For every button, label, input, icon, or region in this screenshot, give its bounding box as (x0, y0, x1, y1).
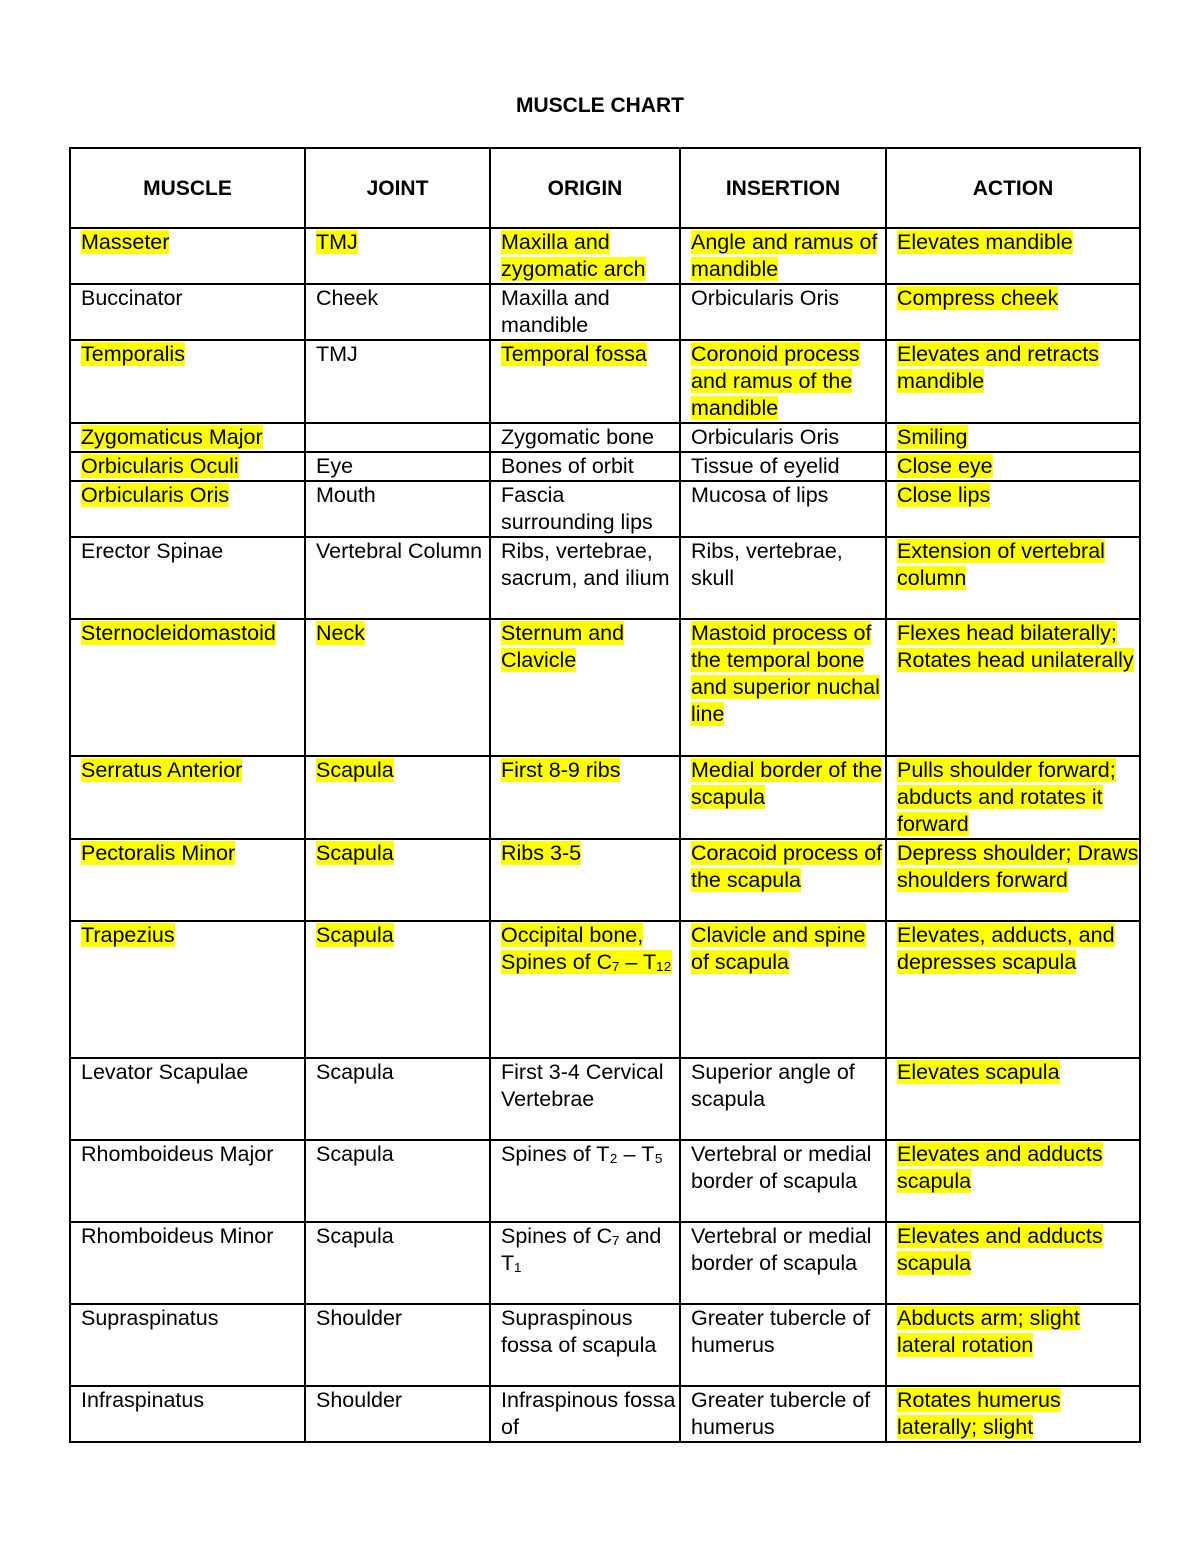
origin-cell (490, 619, 680, 756)
cell-text: Maxilla and zygomatic arch (501, 230, 646, 281)
action-cell (886, 1304, 1140, 1386)
cell-text: Infraspinatus (81, 1388, 205, 1412)
column-header-joint: JOINT (305, 148, 490, 228)
cell-text: Greater tubercle of humerus (691, 1388, 871, 1439)
cell-text: Greater tubercle of humerus (691, 1306, 871, 1357)
column-header-origin: ORIGIN (490, 148, 680, 228)
cell-text: Temporal fossa (501, 342, 647, 366)
cell-text: Sternum and Clavicle (501, 621, 625, 672)
muscle-cell (70, 619, 305, 756)
joint-cell (305, 537, 490, 619)
origin-cell (490, 1058, 680, 1140)
cell-text: Tissue of eyelid (691, 454, 840, 478)
table-row (70, 537, 1140, 619)
cell-text: Scapula (316, 758, 394, 782)
cell-text: Compress cheek (897, 286, 1059, 310)
joint-cell (305, 1222, 490, 1304)
origin-cell (490, 1140, 680, 1222)
cell-text: Masseter (81, 230, 170, 254)
muscle-table (69, 147, 1141, 1443)
muscle-cell (70, 1304, 305, 1386)
origin-cell (490, 921, 680, 1058)
insertion-cell (680, 1222, 886, 1304)
joint-cell (305, 1058, 490, 1140)
cell-text: Serratus Anterior (81, 758, 243, 782)
table-row (70, 284, 1140, 340)
cell-text: Pulls shoulder forward; abducts and rotates it forward (897, 758, 1116, 836)
action-cell (886, 619, 1140, 756)
action-cell (886, 839, 1140, 921)
cell-text: Elevates and retracts mandible (897, 342, 1099, 393)
cell-text: Elevates and adducts scapula (897, 1224, 1103, 1275)
table-header-row (70, 148, 1140, 228)
joint-cell (305, 756, 490, 839)
joint-cell (305, 284, 490, 340)
joint-cell (305, 1386, 490, 1442)
table-row (70, 839, 1140, 921)
joint-cell (305, 423, 490, 452)
cell-text: TMJ (316, 342, 358, 366)
cell-text: Occipital bone, Spines of C₇ – T₁₂ (501, 923, 672, 974)
cell-text: Ribs, vertebrae, skull (691, 539, 843, 590)
joint-cell (305, 619, 490, 756)
table-row (70, 1140, 1140, 1222)
cell-text: Cheek (316, 286, 379, 310)
cell-text: Supraspinous fossa of scapula (501, 1306, 657, 1357)
cell-text: Orbicularis Oris (691, 286, 840, 310)
muscle-cell (70, 1058, 305, 1140)
cell-text: Orbicularis Oris (81, 483, 230, 507)
cell-text: Zygomatic bone (501, 425, 654, 449)
table-row (70, 1386, 1140, 1442)
cell-text: First 8-9 ribs (501, 758, 621, 782)
joint-cell (305, 481, 490, 537)
table-row (70, 1058, 1140, 1140)
cell-text: Angle and ramus of mandible (691, 230, 878, 281)
insertion-cell (680, 1386, 886, 1442)
cell-text: Vertebral or medial border of scapula (691, 1224, 872, 1275)
cell-text: Spines of C₇ and T₁ (501, 1224, 662, 1275)
table-body (70, 228, 1140, 1442)
insertion-cell (680, 228, 886, 284)
muscle-cell (70, 537, 305, 619)
joint-cell (305, 228, 490, 284)
cell-text: Fascia surrounding lips (501, 483, 653, 534)
joint-cell (305, 921, 490, 1058)
cell-text: Supraspinatus (81, 1306, 219, 1330)
cell-text: Smiling (897, 425, 968, 449)
cell-text: Coronoid process and ramus of the mandible (691, 342, 860, 420)
cell-text: Erector Spinae (81, 539, 224, 563)
cell-text: Neck (316, 621, 365, 645)
page-title: MUSCLE CHART (516, 94, 684, 117)
cell-text: Maxilla and mandible (501, 286, 610, 337)
table-row (70, 340, 1140, 423)
origin-cell (490, 228, 680, 284)
cell-text: Temporalis (81, 342, 185, 366)
joint-cell (305, 452, 490, 481)
action-cell (886, 284, 1140, 340)
cell-text: Scapula (316, 1060, 394, 1084)
cell-text: Elevates and adducts scapula (897, 1142, 1103, 1193)
insertion-cell (680, 921, 886, 1058)
column-header-insertion: INSERTION (680, 148, 886, 228)
cell-text: Scapula (316, 1142, 394, 1166)
cell-text: Elevates mandible (897, 230, 1073, 254)
cell-text: Medial border of the scapula (691, 758, 883, 809)
cell-text: Vertebral or medial border of scapula (691, 1142, 872, 1193)
muscle-cell (70, 921, 305, 1058)
insertion-cell (680, 537, 886, 619)
origin-cell (490, 1304, 680, 1386)
action-cell (886, 1058, 1140, 1140)
cell-text: Rotates humerus laterally; slight (897, 1388, 1061, 1439)
origin-cell (490, 423, 680, 452)
cell-text: Mastoid process of the temporal bone and superior nuchal line (691, 621, 880, 726)
action-cell (886, 1140, 1140, 1222)
cell-text: Infraspinous fossa of (501, 1388, 676, 1439)
cell-text: Rhomboideus Major (81, 1142, 274, 1166)
origin-cell (490, 537, 680, 619)
action-cell (886, 537, 1140, 619)
muscle-cell (70, 481, 305, 537)
cell-text: Bones of orbit (501, 454, 634, 478)
cell-text: Ribs 3-5 (501, 841, 582, 865)
cell-text: Mouth (316, 483, 376, 507)
action-cell (886, 423, 1140, 452)
column-header-action: ACTION (886, 148, 1140, 228)
insertion-cell (680, 619, 886, 756)
table-row (70, 481, 1140, 537)
table-row (70, 921, 1140, 1058)
cell-text: Mucosa of lips (691, 483, 829, 507)
cell-text: Abducts arm; slight lateral rotation (897, 1306, 1080, 1357)
muscle-cell (70, 284, 305, 340)
cell-text: Ribs, vertebrae, sacrum, and ilium (501, 539, 670, 590)
cell-text: Coracoid process of the scapula (691, 841, 883, 892)
cell-text: Sternocleidomastoid (81, 621, 276, 645)
cell-text: Elevates scapula (897, 1060, 1060, 1084)
action-cell (886, 1222, 1140, 1304)
cell-text: Extension of vertebral column (897, 539, 1105, 590)
action-cell (886, 340, 1140, 423)
cell-text: Close eye (897, 454, 993, 478)
cell-text: First 3-4 Cervical Vertebrae (501, 1060, 664, 1111)
table-row (70, 452, 1140, 481)
cell-text: Superior angle of scapula (691, 1060, 855, 1111)
insertion-cell (680, 284, 886, 340)
origin-cell (490, 1386, 680, 1442)
insertion-cell (680, 340, 886, 423)
insertion-cell (680, 423, 886, 452)
table-row (70, 1304, 1140, 1386)
insertion-cell (680, 481, 886, 537)
cell-text: Zygomaticus Major (81, 425, 263, 449)
action-cell (886, 756, 1140, 839)
cell-text: Scapula (316, 841, 394, 865)
cell-text: Orbicularis Oris (691, 425, 840, 449)
origin-cell (490, 839, 680, 921)
joint-cell (305, 340, 490, 423)
origin-cell (490, 340, 680, 423)
insertion-cell (680, 756, 886, 839)
cell-text: Vertebral Column (316, 539, 483, 563)
cell-text: Rhomboideus Minor (81, 1224, 274, 1248)
muscle-cell (70, 839, 305, 921)
muscle-cell (70, 228, 305, 284)
cell-text: Shoulder (316, 1388, 403, 1412)
joint-cell (305, 1304, 490, 1386)
origin-cell (490, 756, 680, 839)
cell-text: Close lips (897, 483, 991, 507)
cell-text: Elevates, adducts, and depresses scapula (897, 923, 1115, 974)
action-cell (886, 921, 1140, 1058)
muscle-cell (70, 1140, 305, 1222)
joint-cell (305, 1140, 490, 1222)
insertion-cell (680, 1304, 886, 1386)
action-cell (886, 481, 1140, 537)
cell-text: Scapula (316, 923, 394, 947)
origin-cell (490, 452, 680, 481)
muscle-cell (70, 1222, 305, 1304)
muscle-cell (70, 452, 305, 481)
origin-cell (490, 284, 680, 340)
cell-text: Trapezius (81, 923, 175, 947)
action-cell (886, 228, 1140, 284)
origin-cell (490, 481, 680, 537)
cell-text: TMJ (316, 230, 358, 254)
cell-text: Depress shoulder; Draws shoulders forward (897, 841, 1139, 892)
cell-text: Scapula (316, 1224, 394, 1248)
cell-text: Shoulder (316, 1306, 403, 1330)
origin-cell (490, 1222, 680, 1304)
muscle-cell (70, 423, 305, 452)
action-cell (886, 1386, 1140, 1442)
cell-text: Clavicle and spine of scapula (691, 923, 866, 974)
cell-text: Levator Scapulae (81, 1060, 249, 1084)
table-row (70, 423, 1140, 452)
table-row (70, 228, 1140, 284)
table-row (70, 756, 1140, 839)
insertion-cell (680, 452, 886, 481)
insertion-cell (680, 1140, 886, 1222)
cell-text: Spines of T₂ – T₅ (501, 1142, 664, 1166)
action-cell (886, 452, 1140, 481)
muscle-cell (70, 340, 305, 423)
insertion-cell (680, 839, 886, 921)
cell-text: Buccinator (81, 286, 183, 310)
joint-cell (305, 839, 490, 921)
cell-text: Orbicularis Oculi (81, 454, 239, 478)
table-row (70, 1222, 1140, 1304)
cell-text: Flexes head bilaterally; Rotates head unilaterally (897, 621, 1134, 672)
cell-text: Eye (316, 454, 354, 478)
muscle-cell (70, 1386, 305, 1442)
cell-text: Pectoralis Minor (81, 841, 236, 865)
insertion-cell (680, 1058, 886, 1140)
muscle-cell (70, 756, 305, 839)
column-header-muscle: MUSCLE (70, 148, 305, 228)
table-row (70, 619, 1140, 756)
